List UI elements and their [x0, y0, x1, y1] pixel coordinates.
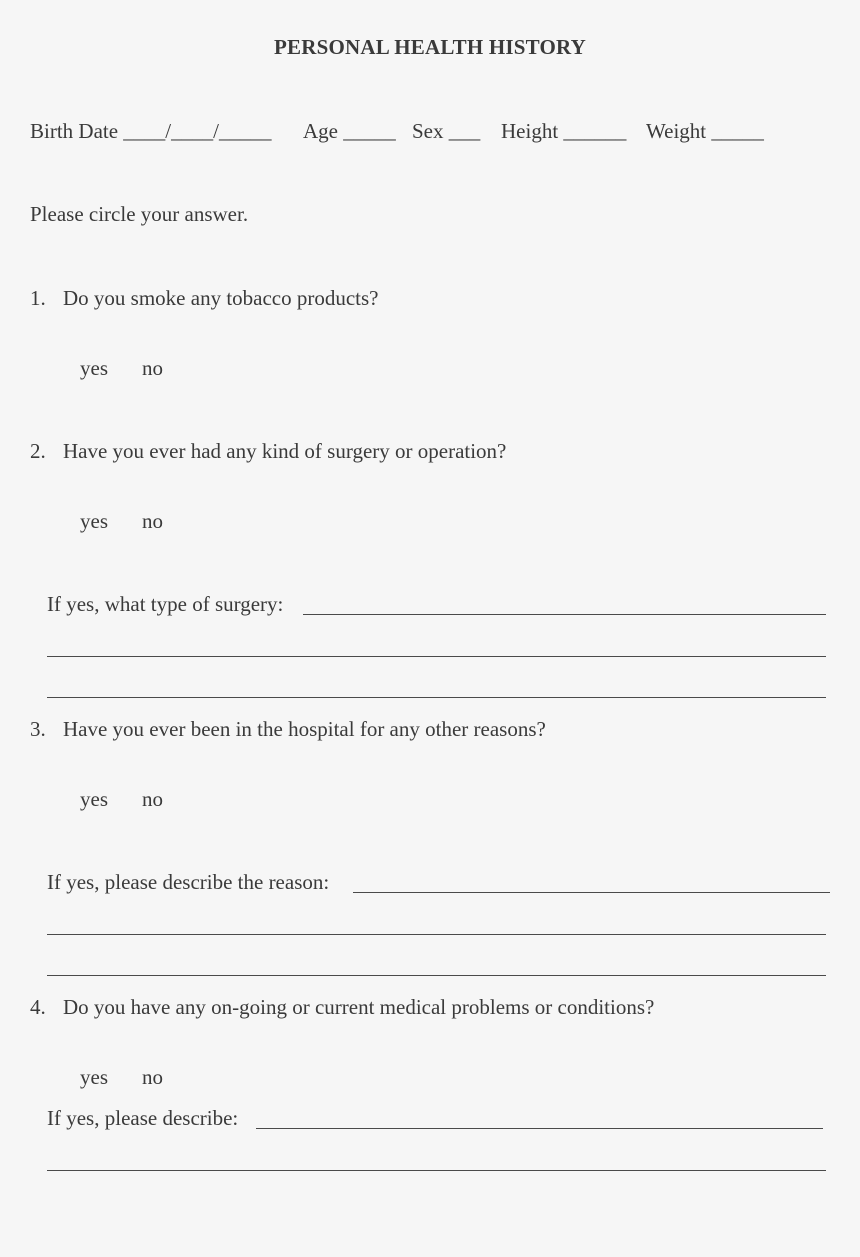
question-3-number: 3. [30, 717, 46, 741]
weight-field[interactable]: Weight _____ [646, 119, 764, 143]
question-3-follow-up-label: If yes, please describe the reason: [47, 870, 330, 894]
question-4-number: 4. [30, 995, 46, 1019]
question-3-answer-line-3[interactable] [47, 975, 826, 976]
question-2-answer-line-3[interactable] [47, 697, 826, 698]
question-4-answer-line-2[interactable] [47, 1170, 826, 1171]
question-4-no[interactable]: no [142, 1065, 163, 1089]
question-4-answer-line-1[interactable] [256, 1128, 823, 1129]
question-3-no[interactable]: no [142, 787, 163, 811]
question-4-yes[interactable]: yes [80, 1065, 108, 1089]
question-2-answer-line-2[interactable] [47, 656, 826, 657]
question-4-follow-up-label: If yes, please describe: [47, 1106, 239, 1130]
question-1-yes[interactable]: yes [80, 356, 108, 380]
question-2-no[interactable]: no [142, 509, 163, 533]
question-3-answer-line-1[interactable] [353, 892, 830, 893]
question-4-text: Do you have any on-going or current medical problems or conditions? [63, 995, 655, 1019]
age-field[interactable]: Age _____ [303, 119, 396, 143]
question-3-text: Have you ever been in the hospital for any other reasons? [63, 717, 546, 741]
question-2-yes[interactable]: yes [80, 509, 108, 533]
instruction-text: Please circle your answer. [30, 202, 249, 226]
question-1-text: Do you smoke any tobacco products? [63, 286, 379, 310]
birth-date-field[interactable]: Birth Date ____/____/_____ [30, 119, 272, 143]
question-1-number: 1. [30, 286, 46, 310]
question-2-number: 2. [30, 439, 46, 463]
question-2-text: Have you ever had any kind of surgery or operation? [63, 439, 507, 463]
page-title: PERSONAL HEALTH HISTORY [274, 35, 586, 59]
question-1-no[interactable]: no [142, 356, 163, 380]
question-2-answer-line-1[interactable] [303, 614, 826, 615]
question-3-yes[interactable]: yes [80, 787, 108, 811]
question-2-follow-up-label: If yes, what type of surgery: [47, 592, 284, 616]
sex-field[interactable]: Sex ___ [412, 119, 481, 143]
question-3-answer-line-2[interactable] [47, 934, 826, 935]
height-field[interactable]: Height ______ [501, 119, 627, 143]
